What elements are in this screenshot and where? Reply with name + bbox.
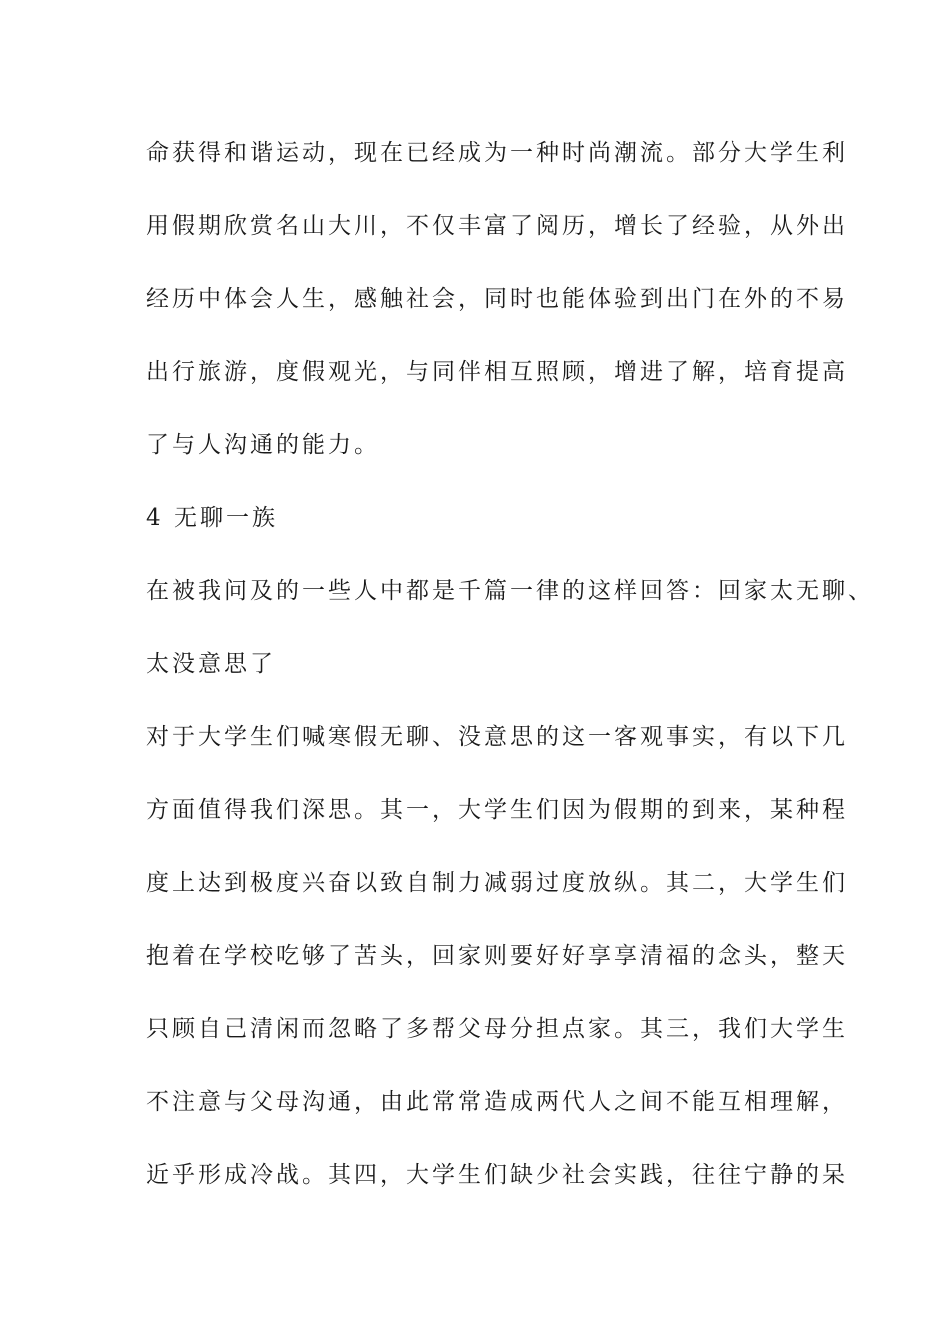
- paragraph-line: 出行旅游，度假观光，与同伴相互照顾，增进了解，培育提高: [146, 359, 848, 385]
- paragraph-line: 度上达到极度兴奋以致自制力减弱过度放纵。其二，大学生们: [146, 870, 848, 896]
- paragraph-line: 对于大学生们喊寒假无聊、没意思的这一客观事实，有以下几: [146, 724, 848, 750]
- paragraph-line: 近乎形成冷战。其四，大学生们缺少社会实践，往往宁静的呆: [146, 1162, 848, 1188]
- paragraph-line: 经历中体会人生，感触社会，同时也能体验到出门在外的不易: [146, 286, 848, 312]
- paragraph-line: 了与人沟通的能力。: [146, 432, 380, 458]
- section-heading: 4 无聊一族: [146, 505, 278, 531]
- paragraph-line: 方面值得我们深思。其一，大学生们因为假期的到来，某种程: [146, 797, 848, 823]
- paragraph-line: 抱着在学校吃够了苦头，回家则要好好享享清福的念头，整天: [146, 943, 848, 969]
- paragraph-line: 命获得和谐运动，现在已经成为一种时尚潮流。部分大学生利: [146, 140, 848, 166]
- paragraph-line: 用假期欣赏名山大川，不仅丰富了阅历，增长了经验，从外出: [146, 213, 848, 239]
- paragraph-line: 太没意思了: [146, 651, 276, 677]
- paragraph-line: 不注意与父母沟通，由此常常造成两代人之间不能互相理解，: [146, 1089, 848, 1115]
- paragraph-line: 在被我问及的一些人中都是千篇一律的这样回答：回家太无聊、: [146, 578, 874, 604]
- paragraph-line: 只顾自己清闲而忽略了多帮父母分担点家。其三，我们大学生: [146, 1016, 848, 1042]
